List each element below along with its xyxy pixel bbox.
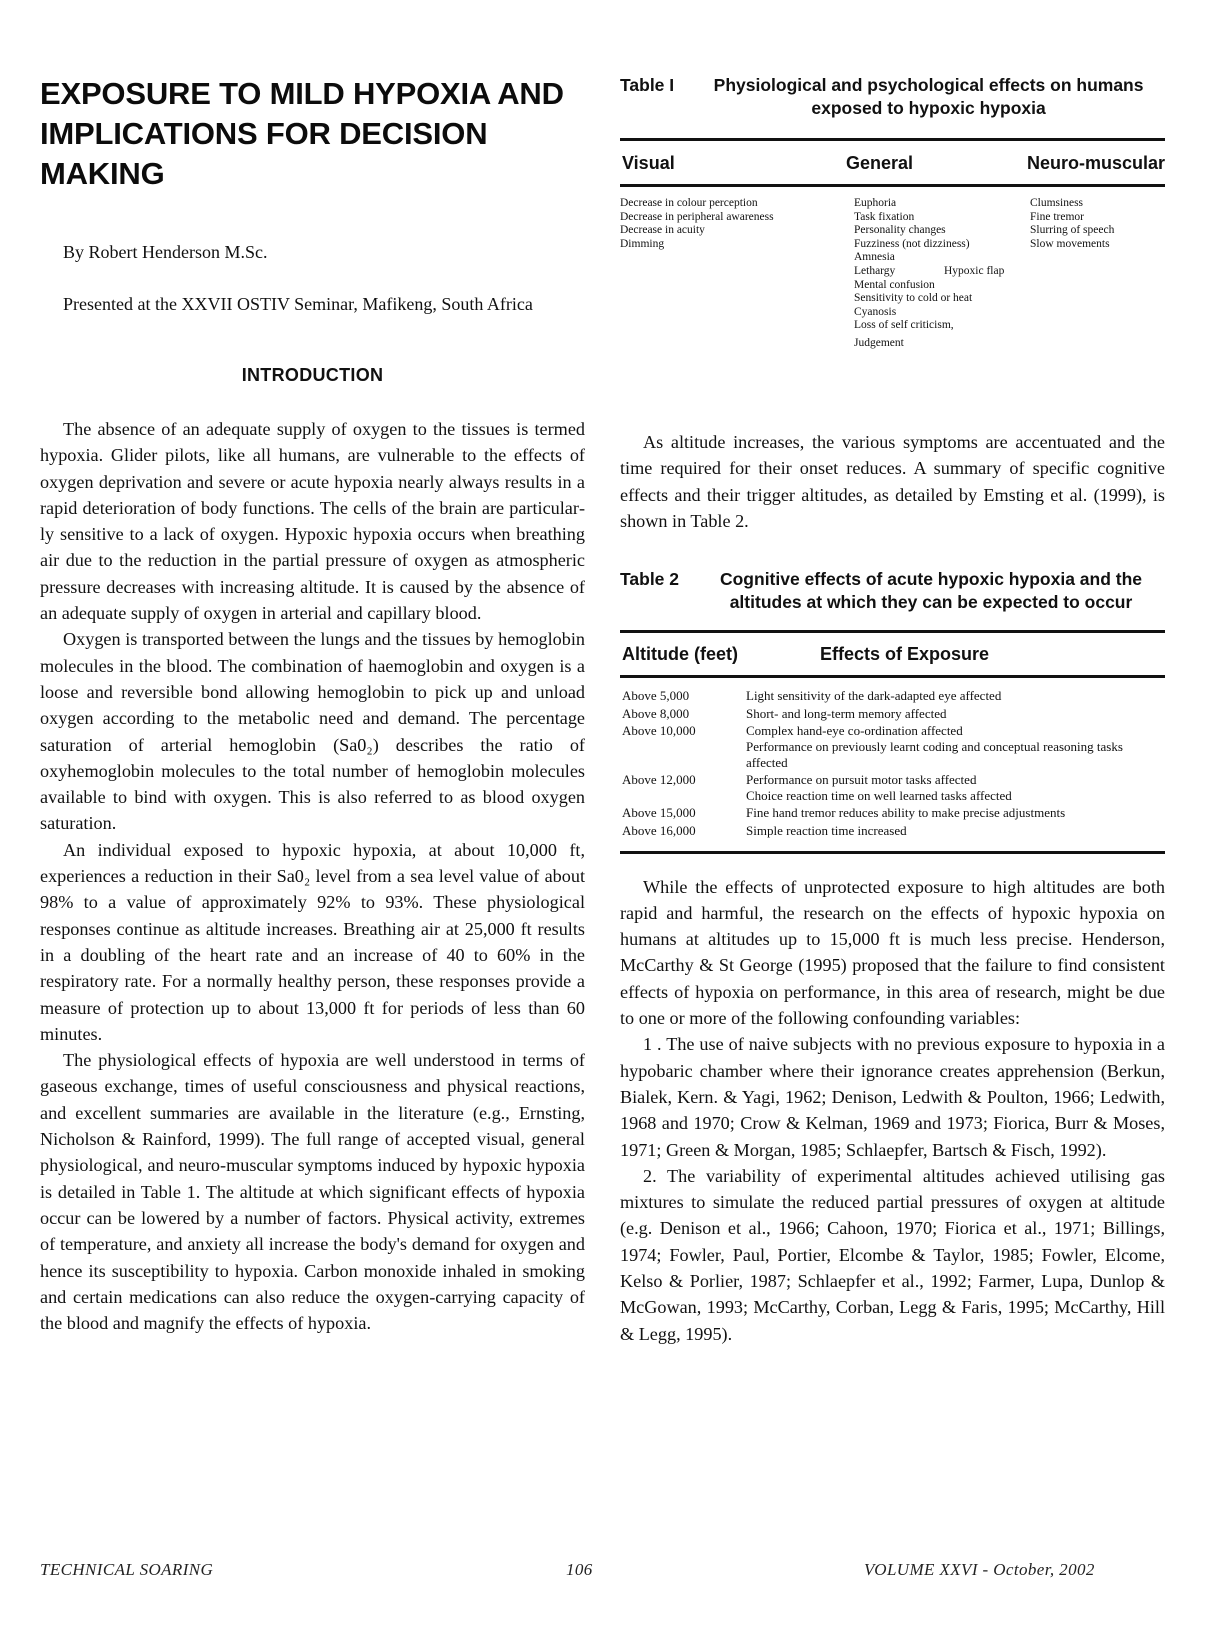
table1-cell: Lethargy	[854, 264, 896, 277]
table2-effect: Choice reaction time on well learned tasks affected	[746, 787, 1012, 803]
table1-cell: Fuzziness (not dizziness)	[854, 237, 970, 250]
body-paragraph: While the effects of unprotected exposure to high altitudes are both rapid and harmful, the research on the effects of hypoxic hypoxia on humans at altitudes up to 15,000 ft is much less precise. Henderson, McCarthy & St George (1995) proposed that the failure to find consistent effects of hypoxia on performance, in this area of research, might be due to one or more of the following confounding variables:	[620, 876, 1165, 1029]
table-rule	[620, 184, 1165, 187]
table1-cell: Euphoria	[854, 197, 897, 209]
table2-effect: Fine hand tremor reduces ability to make precise adjustments	[746, 805, 1066, 821]
table1-body	[620, 197, 1165, 407]
table1-cell: Amnesia	[854, 251, 895, 264]
table2-effect: Short- and long-term memory affected	[746, 705, 947, 721]
table2-row	[620, 723, 1165, 770]
table1-label: Table I	[620, 75, 675, 95]
table2	[620, 630, 1165, 853]
body-paragraph-item-1: 1 . The use of naive subjects with no previous exposure to hypoxia in a hypobaric chamber where their ignorance creates apprehension (Berkun, Bialek, Kern. & Yagi, 1962; Denison, Ledwith & Poulton, 1966; Ledwith, 1968 and 1970; Crow & Kelman, 1969 and 1973; Fiorica, Burr & Moses, 1971; Green & Morgan, 1985; Schlaepfer, Bartsch & Fisch, 1992).	[620, 1034, 1165, 1160]
table1-cell: Loss of self criticism,	[854, 319, 954, 332]
table2-effects	[746, 706, 1165, 722]
table2-altitude: Above 12,000	[622, 772, 696, 788]
intro-paragraph: The absence of an adequate supply of oxygen to the tissues is termed hypoxia. Glider pilots, like all humans, are vulnerable to the effects of oxygen deprivation and severe or acute hypoxia nearly always results in a rapid deterioration of body functions. The cells of the brain are particularly sensitive to a lack of oxygen. Hypoxic hypoxia occurs when breathing air due to the reduction in the partial pressure of oxygen as atmospheric pressure decreases with increasing altitude. It is caused by the absence of an adequate supply of oxygen in arterial and capillary blood.	[40, 419, 585, 624]
table1-cell: Decrease in colour perception	[620, 197, 758, 209]
table1-cell: Slow movements	[1030, 237, 1110, 250]
table1-header-neuromuscular: Neuro-muscular	[1026, 153, 1165, 173]
table1-cell: Mental confusion	[854, 278, 935, 291]
table1-visual-column	[620, 197, 774, 251]
intro-paragraph: The physiological effects of hypoxia are well understood in terms of gaseous exchange, times of useful consciousness and physical reactions, and excellent summaries are available in the literature (e.g., Ernsting, Nicholson & Rainford, 1999). The full range of accepted visual, general physiological, and neuro-muscular symptoms induced by hypoxic hypoxia is detailed in Table 1. The altitude at which significant effects of hypoxia occur can be lowered by a number of factors. Physical activity, extremes of temperature, and anxiety all increase the body's demand for oxygen and hence its susceptibility to hypoxia. Carbon monoxide inhaled in smoking and certain medications can also reduce the oxygen-carrying capacity of the blood and magnify the effects of hypoxia.	[40, 1050, 585, 1334]
right-body-after-table2	[620, 874, 1165, 1347]
table-rule	[620, 851, 1165, 854]
table1-cell: Slurring of speech	[1030, 224, 1115, 237]
page-number: 106	[566, 1560, 593, 1579]
table2-header-altitude: Altitude (feet)	[622, 644, 738, 665]
table2-altitude: Above 8,000	[622, 705, 690, 721]
right-body-after-table1	[620, 429, 1165, 534]
table1-cell: Personality changes	[854, 224, 946, 237]
table1-caption-text: Physiological and psychological effects on humans exposed to hypoxic hypoxia	[713, 75, 1144, 118]
table1-cell: Sensitivity to cold or heat	[854, 292, 973, 305]
table2-altitude: Above 15,000	[622, 805, 696, 821]
table2-row	[620, 706, 1165, 722]
table2-row	[620, 688, 1165, 704]
body-paragraph: As altitude increases, the various symptoms are accentuated and the time required for their onset reduces. A summary of specific cognitive effects and their trigger altitudes, as detailed by Emsting et al. (1999), is shown in Table 2.	[620, 432, 1165, 531]
table2-effect: Light sensitivity of the dark-adapted eye affected	[746, 688, 1002, 704]
table1-caption	[620, 74, 1165, 120]
table1-header-general: General	[846, 153, 914, 173]
table2-effect: Simple reaction time increased	[746, 822, 907, 838]
table2-altitude: Above 16,000	[622, 822, 696, 838]
table2-header-row	[620, 633, 1165, 675]
table1-cell: Decrease in acuity	[620, 224, 705, 237]
table1-cell-hypoxic-flap: Hypoxic flap	[944, 265, 1005, 277]
left-column	[40, 70, 585, 1336]
table2-effect: Complex hand-eye co-ordination affected	[746, 723, 963, 739]
table2-effects	[746, 688, 1165, 704]
table2-altitude: Above 10,000	[622, 723, 696, 739]
table2-label: Table 2	[620, 569, 680, 590]
table1-neuromuscular-column	[1030, 197, 1114, 251]
table1-cell: Clumsiness	[1030, 197, 1084, 209]
table2-effects	[746, 823, 1165, 839]
table1	[620, 138, 1165, 407]
table2-body	[620, 678, 1165, 850]
right-column	[620, 70, 1165, 1347]
table2-altitude: Above 5,000	[622, 688, 690, 704]
table2-header-effects: Effects of Exposure	[820, 644, 990, 665]
table2-effect: Performance on pursuit motor tasks affected	[746, 772, 977, 788]
journal-name: TECHNICAL SOARING	[40, 1560, 214, 1579]
presentation-note: Presented at the XXVII OSTIV Seminar, Mafikeng, South Africa	[63, 294, 533, 314]
table2-row	[620, 805, 1165, 821]
table1-cell: Judgement	[854, 336, 904, 349]
intro-paragraph: An individual exposed to hypoxic hypoxia, at about 10,000 ft, experiences a reduction in their Sa0₂ level from a sea level value of about 98% to a value of approximately 92% to 93%. These physiological responses continue as altitude increases. Breathing air at 25,000 ft results in a doubling of the heart rate and an increase of 40 to 60% in the respiratory rate. For a normally healthy person, these responses provide a measure of protection up to about 13,000 ft for periods of less than 60 minutes.	[40, 839, 585, 1044]
table1-cell: Task fixation	[854, 210, 915, 223]
table2-caption	[620, 568, 1165, 614]
introduction-body	[40, 416, 585, 1336]
volume-info: VOLUME XXVI - October, 2002	[864, 1560, 1095, 1579]
table2-effects	[746, 723, 1165, 770]
table2-effect: Performance on previously learnt coding and conceptual reasoning tasks affected	[746, 738, 1123, 770]
section-heading-introduction: INTRODUCTION	[241, 365, 384, 385]
table1-cell: Cyanosis	[854, 305, 897, 318]
intro-paragraph: Oxygen is transported between the lungs and the tissues by hemoglobin molecules in the blood. The combination of haemoglobin and oxygen is a loose and reversible bond allowing hemoglobin to pick up and unload oxygen according to the metabolic need and demand. The percentage saturation of arterial hemoglobin (Sa0₂) describes the ratio of oxyhemoglobin molecules to the total number of hemoglobin molecules available to bind with oxygen. This is also referred to as blood oxygen saturation.	[40, 629, 585, 834]
body-paragraph-item-2: 2. The variability of experimental altitudes achieved utilising gas mixtures to simulate the reduced partial pressures of oxygen at altitude (e.g. Denison et al., 1966; Cahoon, 1970; Fiorica et al., 1971; Billings, 1974; Fowler, Paul, Portier, Elcombe & Taylor, 1985; Fowler, Elcome, Kelso & Porlier, 1987; Schlaepfer et al., 1992; Farmer, Lupa, Dunlop & McGowan, 1993; McCarthy, Corban, Legg & Faris, 1995; McCarthy, Hill & Legg, 1995).	[620, 1165, 1165, 1344]
table1-cell: Decrease in peripheral awareness	[620, 210, 774, 223]
article-title: EXPOSURE TO MILD HYPOXIA AND IMPLICATIONS FOR DECISION MAKING	[40, 76, 564, 191]
table1-cell: Fine tremor	[1030, 210, 1084, 223]
table2-caption-text: Cognitive effects of acute hypoxic hypoxia and the altitudes at which they can be expected to occur	[719, 569, 1143, 613]
table1-header-row	[620, 141, 1165, 184]
table2-effects	[746, 805, 1165, 821]
table2-row	[620, 772, 1165, 803]
author-byline: By Robert Henderson M.Sc.	[63, 242, 268, 262]
table2-effects	[746, 772, 1165, 803]
table2-row	[620, 823, 1165, 839]
table1-cell: Dimming	[620, 237, 665, 250]
table1-header-visual: Visual	[622, 153, 675, 173]
